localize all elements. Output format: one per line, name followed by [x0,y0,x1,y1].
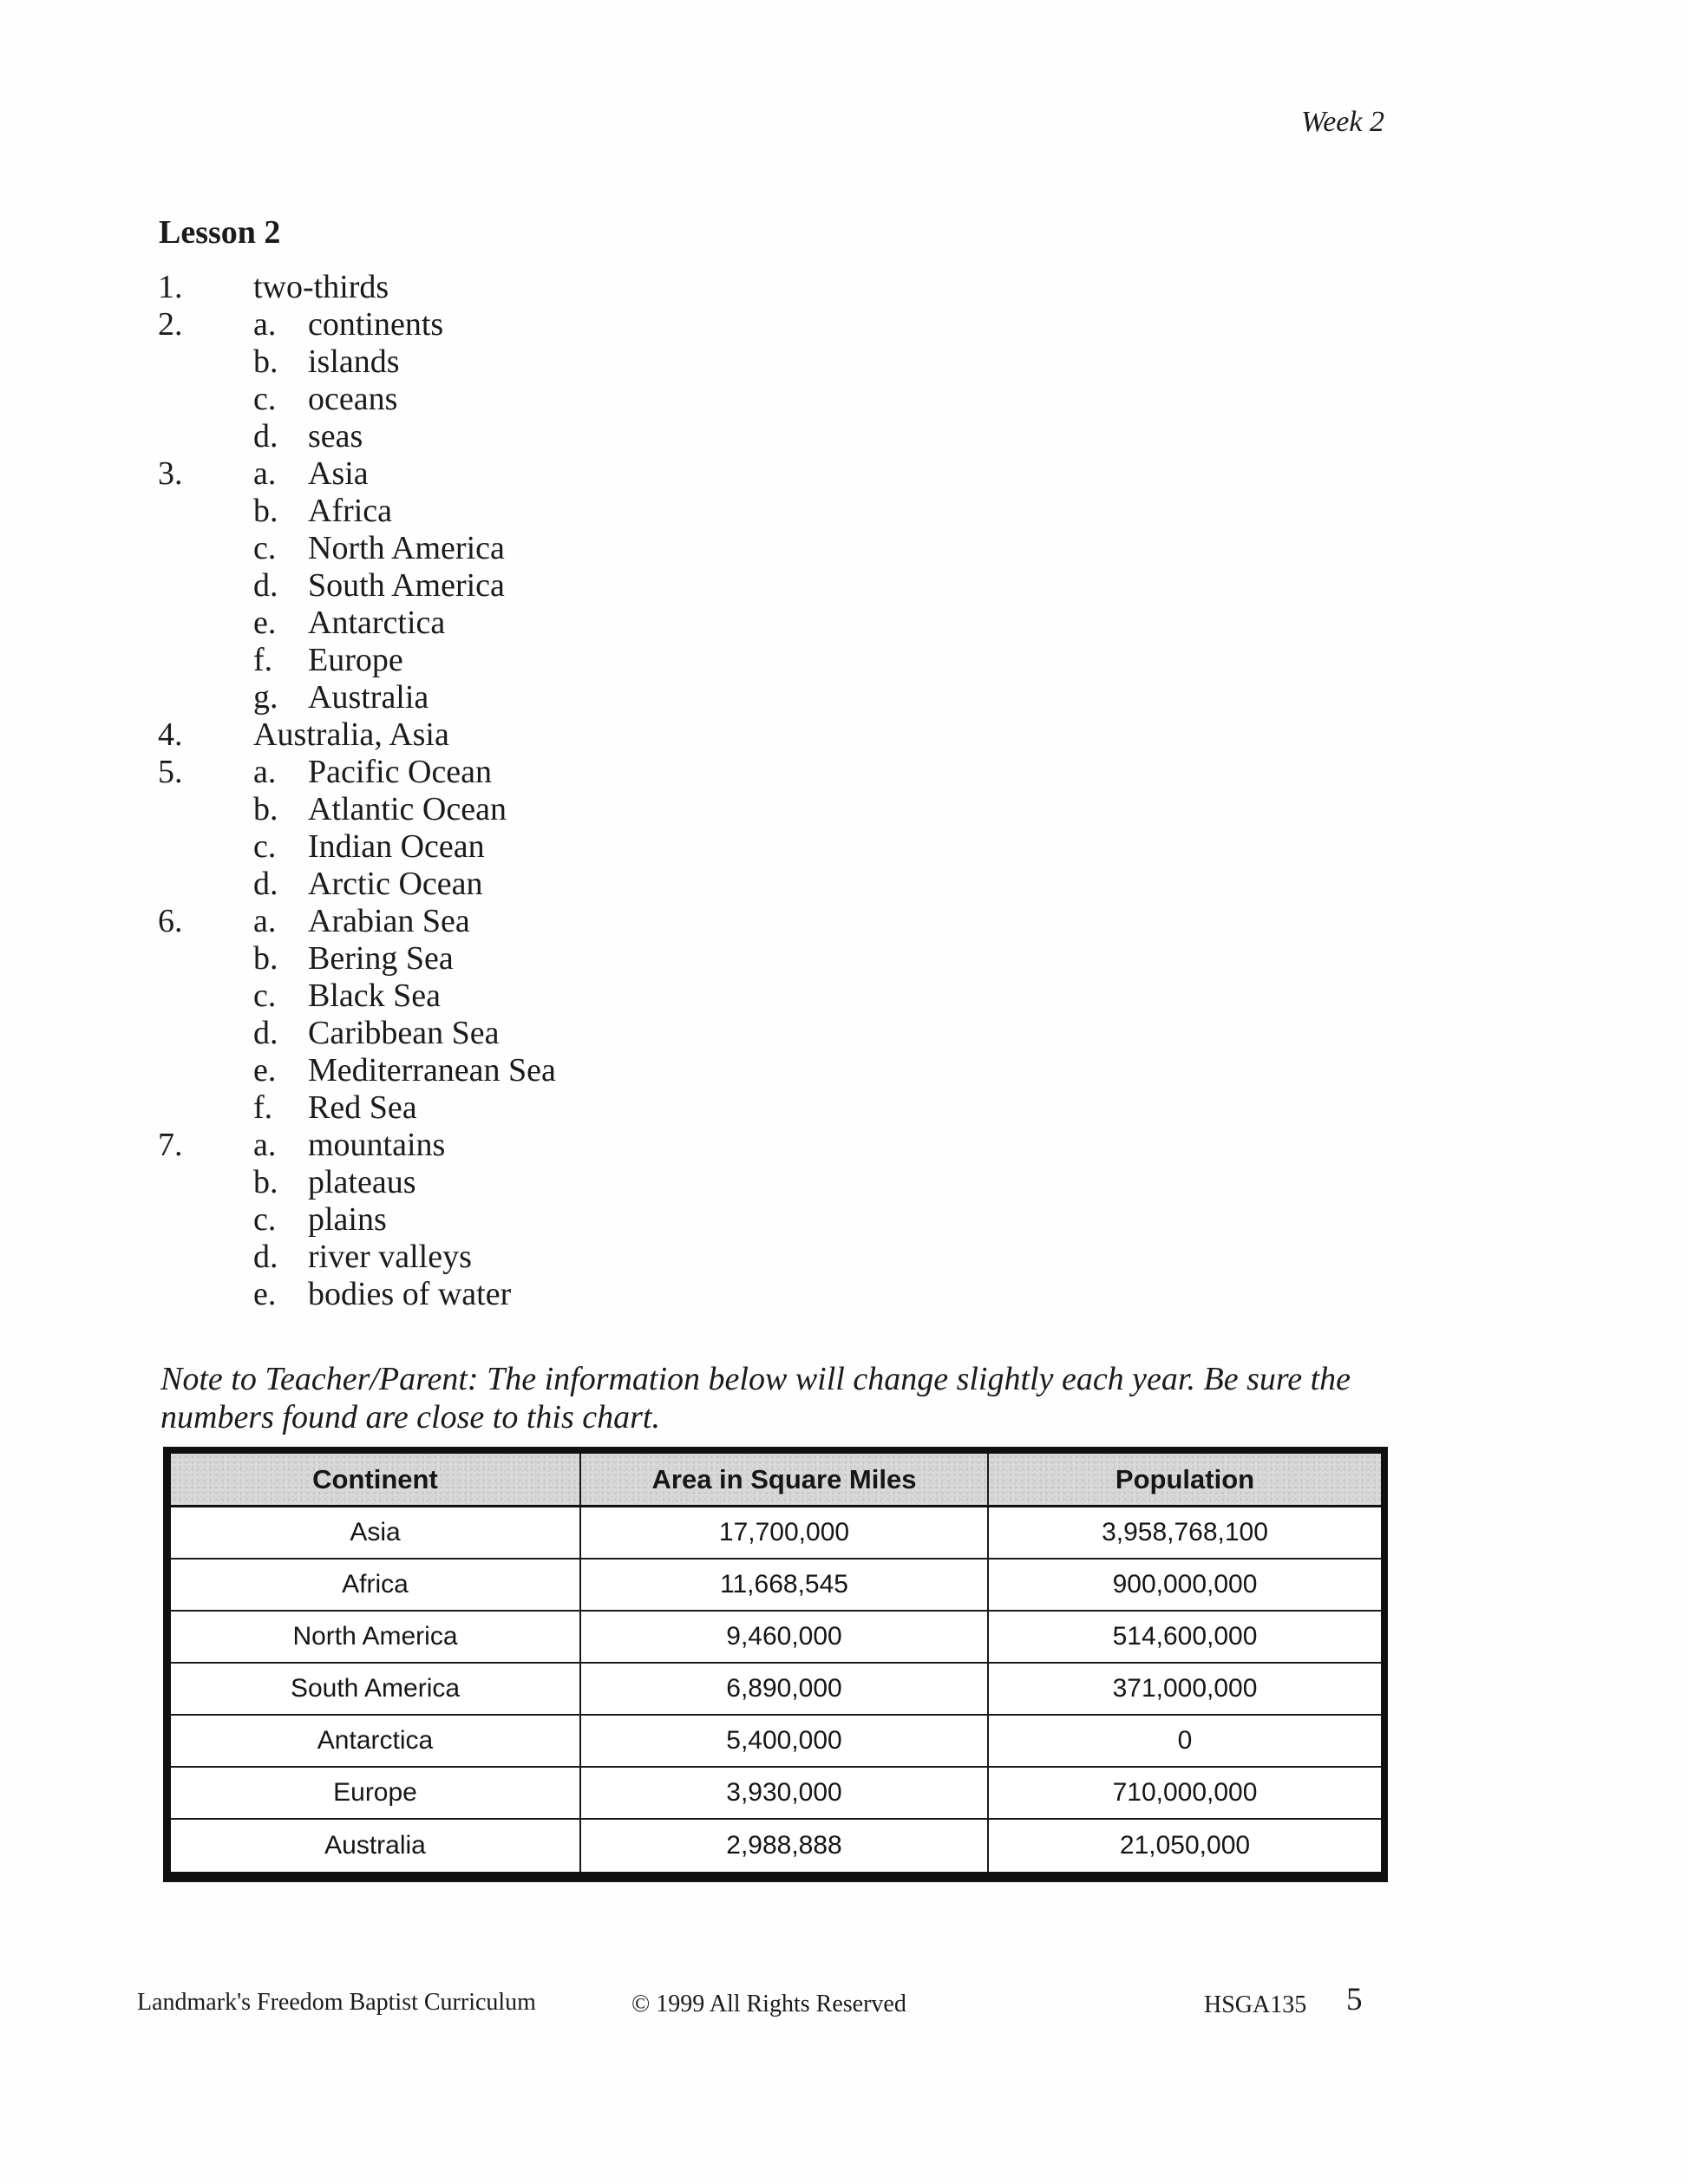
answer-letter: d. [253,418,278,454]
answer-letter: a. [253,455,277,492]
answer-text: Europe [308,642,403,678]
answer-line [158,1052,939,1089]
answer-line [158,343,939,381]
table-cell: 6,890,000 [581,1664,989,1716]
answer-line [158,605,939,642]
answer-line [158,1089,939,1127]
answer-letter: c. [253,530,277,566]
table-cell: 11,668,545 [581,1560,989,1612]
answer-letter: a. [253,754,277,790]
answer-line [158,903,939,940]
answer-line [158,1164,939,1201]
footer-course-code: HSGA135 [1204,1991,1307,2018]
answer-line [158,1015,939,1052]
answer-line [158,866,939,903]
table-cell: 900,000,000 [989,1560,1381,1612]
answer-line [158,1127,939,1164]
answer-text: South America [308,567,505,604]
answer-text: bodies of water [308,1276,512,1312]
answer-text: seas [308,418,363,454]
column-header-continent: Continent [171,1454,581,1507]
answer-text: Arctic Ocean [308,866,483,902]
answer-letter: a. [253,1127,277,1163]
answer-line [158,418,939,455]
answer-letter: b. [253,343,278,380]
answer-line [158,679,939,716]
answer-letter: b. [253,1164,278,1200]
answer-line [158,455,939,493]
answer-text: Indian Ocean [308,828,485,865]
answer-letter: d. [253,1239,278,1275]
answer-line [158,1239,939,1276]
answer-text: mountains [308,1127,446,1163]
answer-line [158,567,939,605]
table-cell: Antarctica [171,1716,581,1768]
answer-letter: g. [253,679,278,716]
table-cell: 3,930,000 [581,1768,989,1820]
answer-text: Arabian Sea [308,903,470,939]
table-cell: 3,958,768,100 [989,1507,1381,1560]
answer-text: North America [308,530,505,566]
answer-text: Asia [308,455,369,492]
answer-letter: d. [253,567,278,604]
answer-list [158,269,939,1313]
table-cell: Africa [171,1560,581,1612]
answer-text: islands [308,343,400,380]
answer-line [158,642,939,679]
answer-number: 6. [158,903,183,939]
teacher-note-line1: Note to Teacher/Parent: The information below will change slightly each year. Be sure the [160,1361,1351,1397]
table-cell: 17,700,000 [581,1507,989,1560]
answer-text: plateaus [308,1164,416,1200]
answer-text: oceans [308,381,398,417]
answer-letter: c. [253,828,277,865]
answer-letter: c. [253,1201,277,1238]
answer-line [158,940,939,978]
table-cell: South America [171,1664,581,1716]
answer-letter: d. [253,1015,278,1051]
answer-line [158,381,939,418]
answer-letter: e. [253,1052,277,1089]
answer-text: Australia [308,679,429,716]
table-cell: North America [171,1612,581,1664]
answer-letter: e. [253,1276,277,1312]
answer-number: 1. [158,269,183,305]
answer-text: Australia, Asia [253,716,449,753]
teacher-note [160,1360,1392,1436]
answer-number: 5. [158,754,183,790]
footer-page-number: 5 [1346,1982,1363,2017]
answer-line [158,269,939,306]
answer-text: Pacific Ocean [308,754,493,790]
answer-text: continents [308,306,444,343]
table-cell: 0 [989,1716,1381,1768]
table-cell: 371,000,000 [989,1664,1381,1716]
column-header-population: Population [989,1454,1381,1507]
week-header: Week 2 [1301,106,1384,138]
table-cell: 5,400,000 [581,1716,989,1768]
answer-letter: d. [253,866,278,902]
answer-letter: a. [253,903,277,939]
answer-line [158,1201,939,1239]
table-cell: Australia [171,1820,581,1872]
answer-number: 2. [158,306,183,343]
table-cell: Asia [171,1507,581,1560]
answer-line [158,754,939,791]
answer-letter: c. [253,381,277,417]
answer-letter: b. [253,940,278,977]
footer-copyright: © 1999 All Rights Reserved [631,1991,906,2017]
table-cell: 2,988,888 [581,1820,989,1872]
answer-text: Africa [308,493,393,529]
answer-line [158,828,939,866]
answer-text: Antarctica [308,605,446,641]
answer-letter: f. [253,1089,273,1126]
answer-letter: e. [253,605,277,641]
continent-table [163,1447,1388,1882]
answer-letter: b. [253,493,278,529]
table-cell: Europe [171,1768,581,1820]
answer-line [158,716,939,754]
table-cell: 21,050,000 [989,1820,1381,1872]
table-cell: 9,460,000 [581,1612,989,1664]
teacher-note-line2: numbers found are close to this chart. [160,1399,660,1435]
answer-text: two-thirds [253,269,389,305]
answer-text: Bering Sea [308,940,454,977]
answer-text: Black Sea [308,978,442,1014]
answer-number: 4. [158,716,183,753]
answer-text: Caribbean Sea [308,1015,500,1051]
answer-letter: c. [253,978,277,1014]
answer-line [158,978,939,1015]
answer-line [158,493,939,530]
answer-number: 7. [158,1127,183,1163]
answer-line [158,306,939,343]
table-cell: 710,000,000 [989,1768,1381,1820]
answer-text: plains [308,1201,387,1238]
answer-letter: f. [253,642,273,678]
answer-text: Red Sea [308,1089,417,1126]
answer-line [158,791,939,828]
answer-letter: b. [253,791,278,827]
answer-line [158,530,939,567]
answer-text: river valleys [308,1239,472,1275]
footer-publisher: Landmark's Freedom Baptist Curriculum [137,1989,536,2016]
table-cell: 514,600,000 [989,1612,1381,1664]
column-header-area: Area in Square Miles [581,1454,989,1507]
answer-line [158,1276,939,1313]
answer-text: Mediterranean Sea [308,1052,556,1089]
answer-letter: a. [253,306,277,343]
answer-number: 3. [158,455,183,492]
answer-text: Atlantic Ocean [308,791,507,827]
lesson-title: Lesson 2 [159,214,281,251]
